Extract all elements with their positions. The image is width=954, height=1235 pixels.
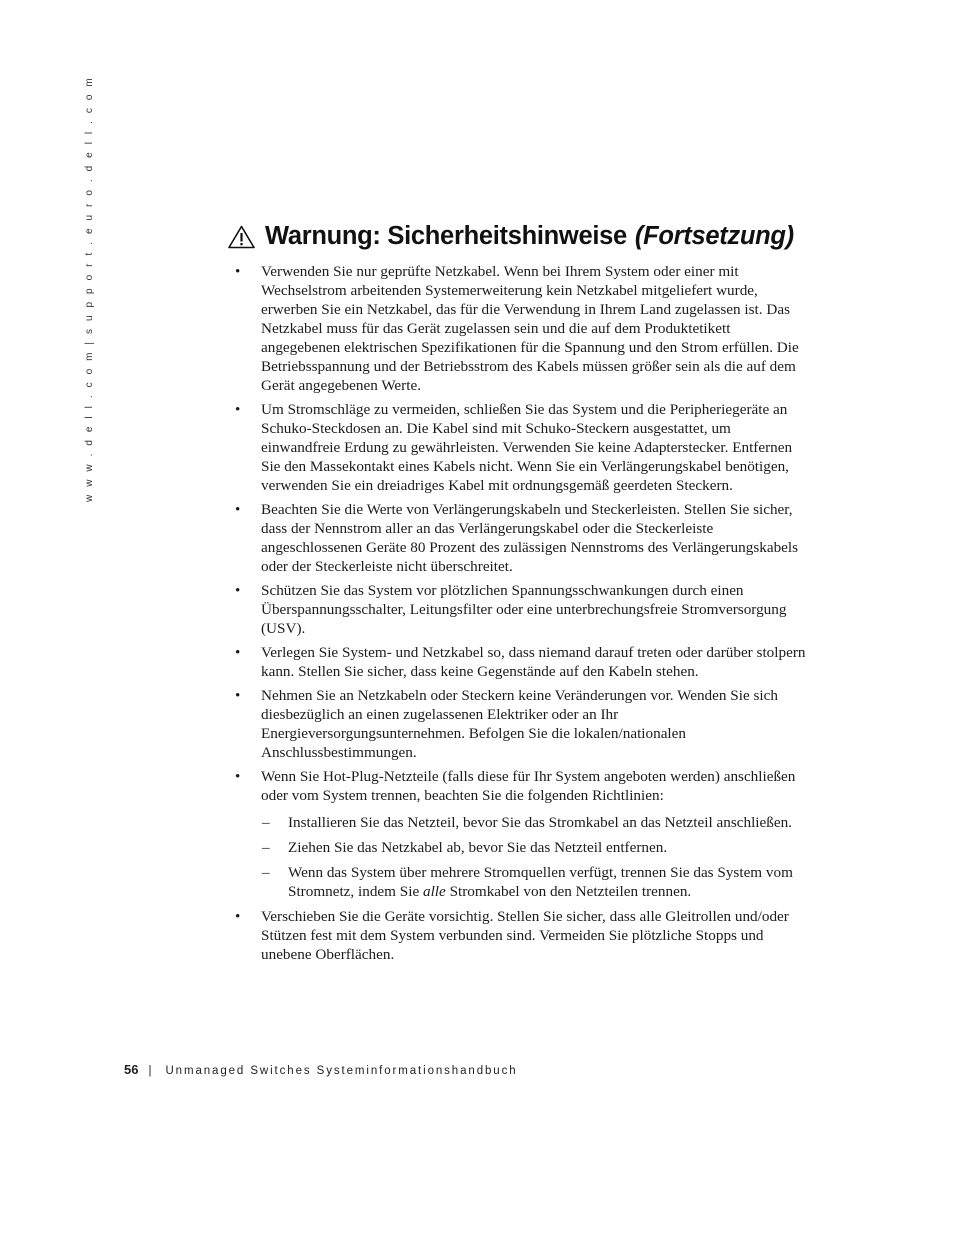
list-item — [233, 581, 813, 638]
list-item-text: Verlegen Sie System- und Netzkabel so, dass niemand darauf treten oder darüber stolpern kann. Stellen Sie sicher, dass keine Gegenstände auf den Kabeln stehen. — [261, 644, 806, 680]
bullet-mark: • — [235, 644, 241, 661]
bullet-mark: • — [235, 582, 241, 599]
safety-bullet-list — [233, 262, 813, 964]
list-item-text: Wenn Sie Hot-Plug-Netzteile (falls diese für Ihr System angeboten werden) anschließen oder vom System trennen, beachten Sie die folgenden Richtlinien: — [261, 768, 796, 804]
heading-title — [265, 222, 794, 251]
sub-list-item-text-end: Stromkabel von den Netzteilen trennen. — [445, 883, 692, 900]
page-number: 56 — [124, 1062, 139, 1077]
list-item-text: Schützen Sie das System vor plötzlichen Spannungsschwankungen durch einen Überspannungsschalter, Leitungsfilter oder eine unterbrechungsfreie Stromversorgung (USV). — [261, 582, 787, 637]
heading-continuation: (Fortsetzung) — [634, 222, 794, 250]
dash-mark: – — [262, 864, 270, 881]
heading-title-text: Warnung: Sicherheitshinweise — [265, 222, 627, 250]
section-heading — [228, 222, 848, 251]
list-item-text: Um Stromschläge zu vermeiden, schließen Sie das System und die Peripheriegeräte an Schuko-Steckdosen an. Die Kabel sind mit Schuko-Steckern ausgestattet, um einwandfreie Erdung zu gewährleisten. Verwenden Sie keine Adapterstecker. Entfernen Sie den Massekontakt eines Kabels nicht. Wenn Sie ein Verlängerungskabel benötigen, verwenden Sie ein dreiadriges Kabel mit ordnungsgemäß geerdeten Steckern. — [261, 401, 793, 494]
list-item — [233, 686, 813, 762]
dash-mark: – — [262, 814, 270, 831]
list-item — [233, 400, 813, 495]
sub-list-item-text-start: Wenn das System über mehrere Stromquellen verfügt, trennen Sie das System vom Stromnetz, indem Sie — [288, 864, 793, 900]
bullet-mark: • — [235, 501, 241, 518]
bullet-mark: • — [235, 401, 241, 418]
sub-list-item — [261, 863, 813, 901]
warning-triangle-icon — [228, 225, 255, 249]
body-content — [233, 262, 813, 969]
list-item — [233, 262, 813, 395]
bullet-mark: • — [235, 908, 241, 925]
emphasis-text: alle — [422, 883, 446, 900]
sub-list-item-text: Ziehen Sie das Netzkabel ab, bevor Sie das Netzteil entfernen. — [288, 839, 668, 856]
sub-list-item-text: Installieren Sie das Netzteil, bevor Sie das Stromkabel an das Netzteil anschließen. — [288, 814, 792, 831]
footer-separator: | — [148, 1065, 152, 1077]
list-item — [233, 643, 813, 681]
bullet-mark: • — [235, 687, 241, 704]
book-title: Unmanaged Switches Systeminformationshandbuch — [165, 1065, 518, 1077]
list-item — [233, 767, 813, 901]
list-item-text: Nehmen Sie an Netzkabeln oder Steckern keine Veränderungen vor. Wenden Sie sich diesbezüglich an einen zugelassenen Elektriker oder an Ihr Energieversorgungsunternehmen. Befolgen Sie die lokalen/nationalen Anschlussbestimmungen. — [261, 687, 778, 761]
sub-list-item — [261, 838, 813, 857]
list-item-text: Beachten Sie die Werte von Verlängerungskabeln und Steckerleisten. Stellen Sie sicher, dass der Nennstrom aller an das Verlängerungskabel oder die Steckerleiste angeschlossenen Geräte 80 Prozent des zulässigen Nennstroms des Verlängerungskabels oder der Steckerleiste nicht überschreitet. — [261, 501, 799, 575]
list-item-text: Verschieben Sie die Geräte vorsichtig. Stellen Sie sicher, dass alle Gleitrollen und/oder Stützen fest mit dem System verbunden sind. Vermeiden Sie plötzliche Stopps und unebene Oberflächen. — [261, 908, 789, 963]
list-item-text: Verwenden Sie nur geprüfte Netzkabel. Wenn bei Ihrem System oder einer mit Wechselstrom arbeitenden Systemerweiterung kein Netzkabel mitgeliefert wurde, erwerben Sie ein Netzkabel, das für die Verwendung in Ihrem Land zugelassen ist. Das Netzkabel muss für das Gerät zugelassen sein und die auf dem Produktetikett angegebenen elektrischen Spezifikationen für die Spannung und den Strom erfüllen. Die Betriebsspannung und der Betriebsstrom des Kabels müssen größer sein als die auf dem Gerät angegebenen Werte. — [261, 263, 799, 394]
list-item — [233, 907, 813, 964]
list-item — [233, 500, 813, 576]
sub-list-item — [261, 813, 813, 832]
dash-mark: – — [262, 839, 270, 856]
page-footer — [124, 1062, 518, 1077]
hot-plug-sub-list — [261, 813, 813, 901]
sidebar-url: w w w . d e l l . c o m | s u p p o r t . e u r o . d e l l . c o m — [84, 75, 95, 502]
bullet-mark: • — [235, 768, 241, 785]
bullet-mark: • — [235, 263, 241, 280]
